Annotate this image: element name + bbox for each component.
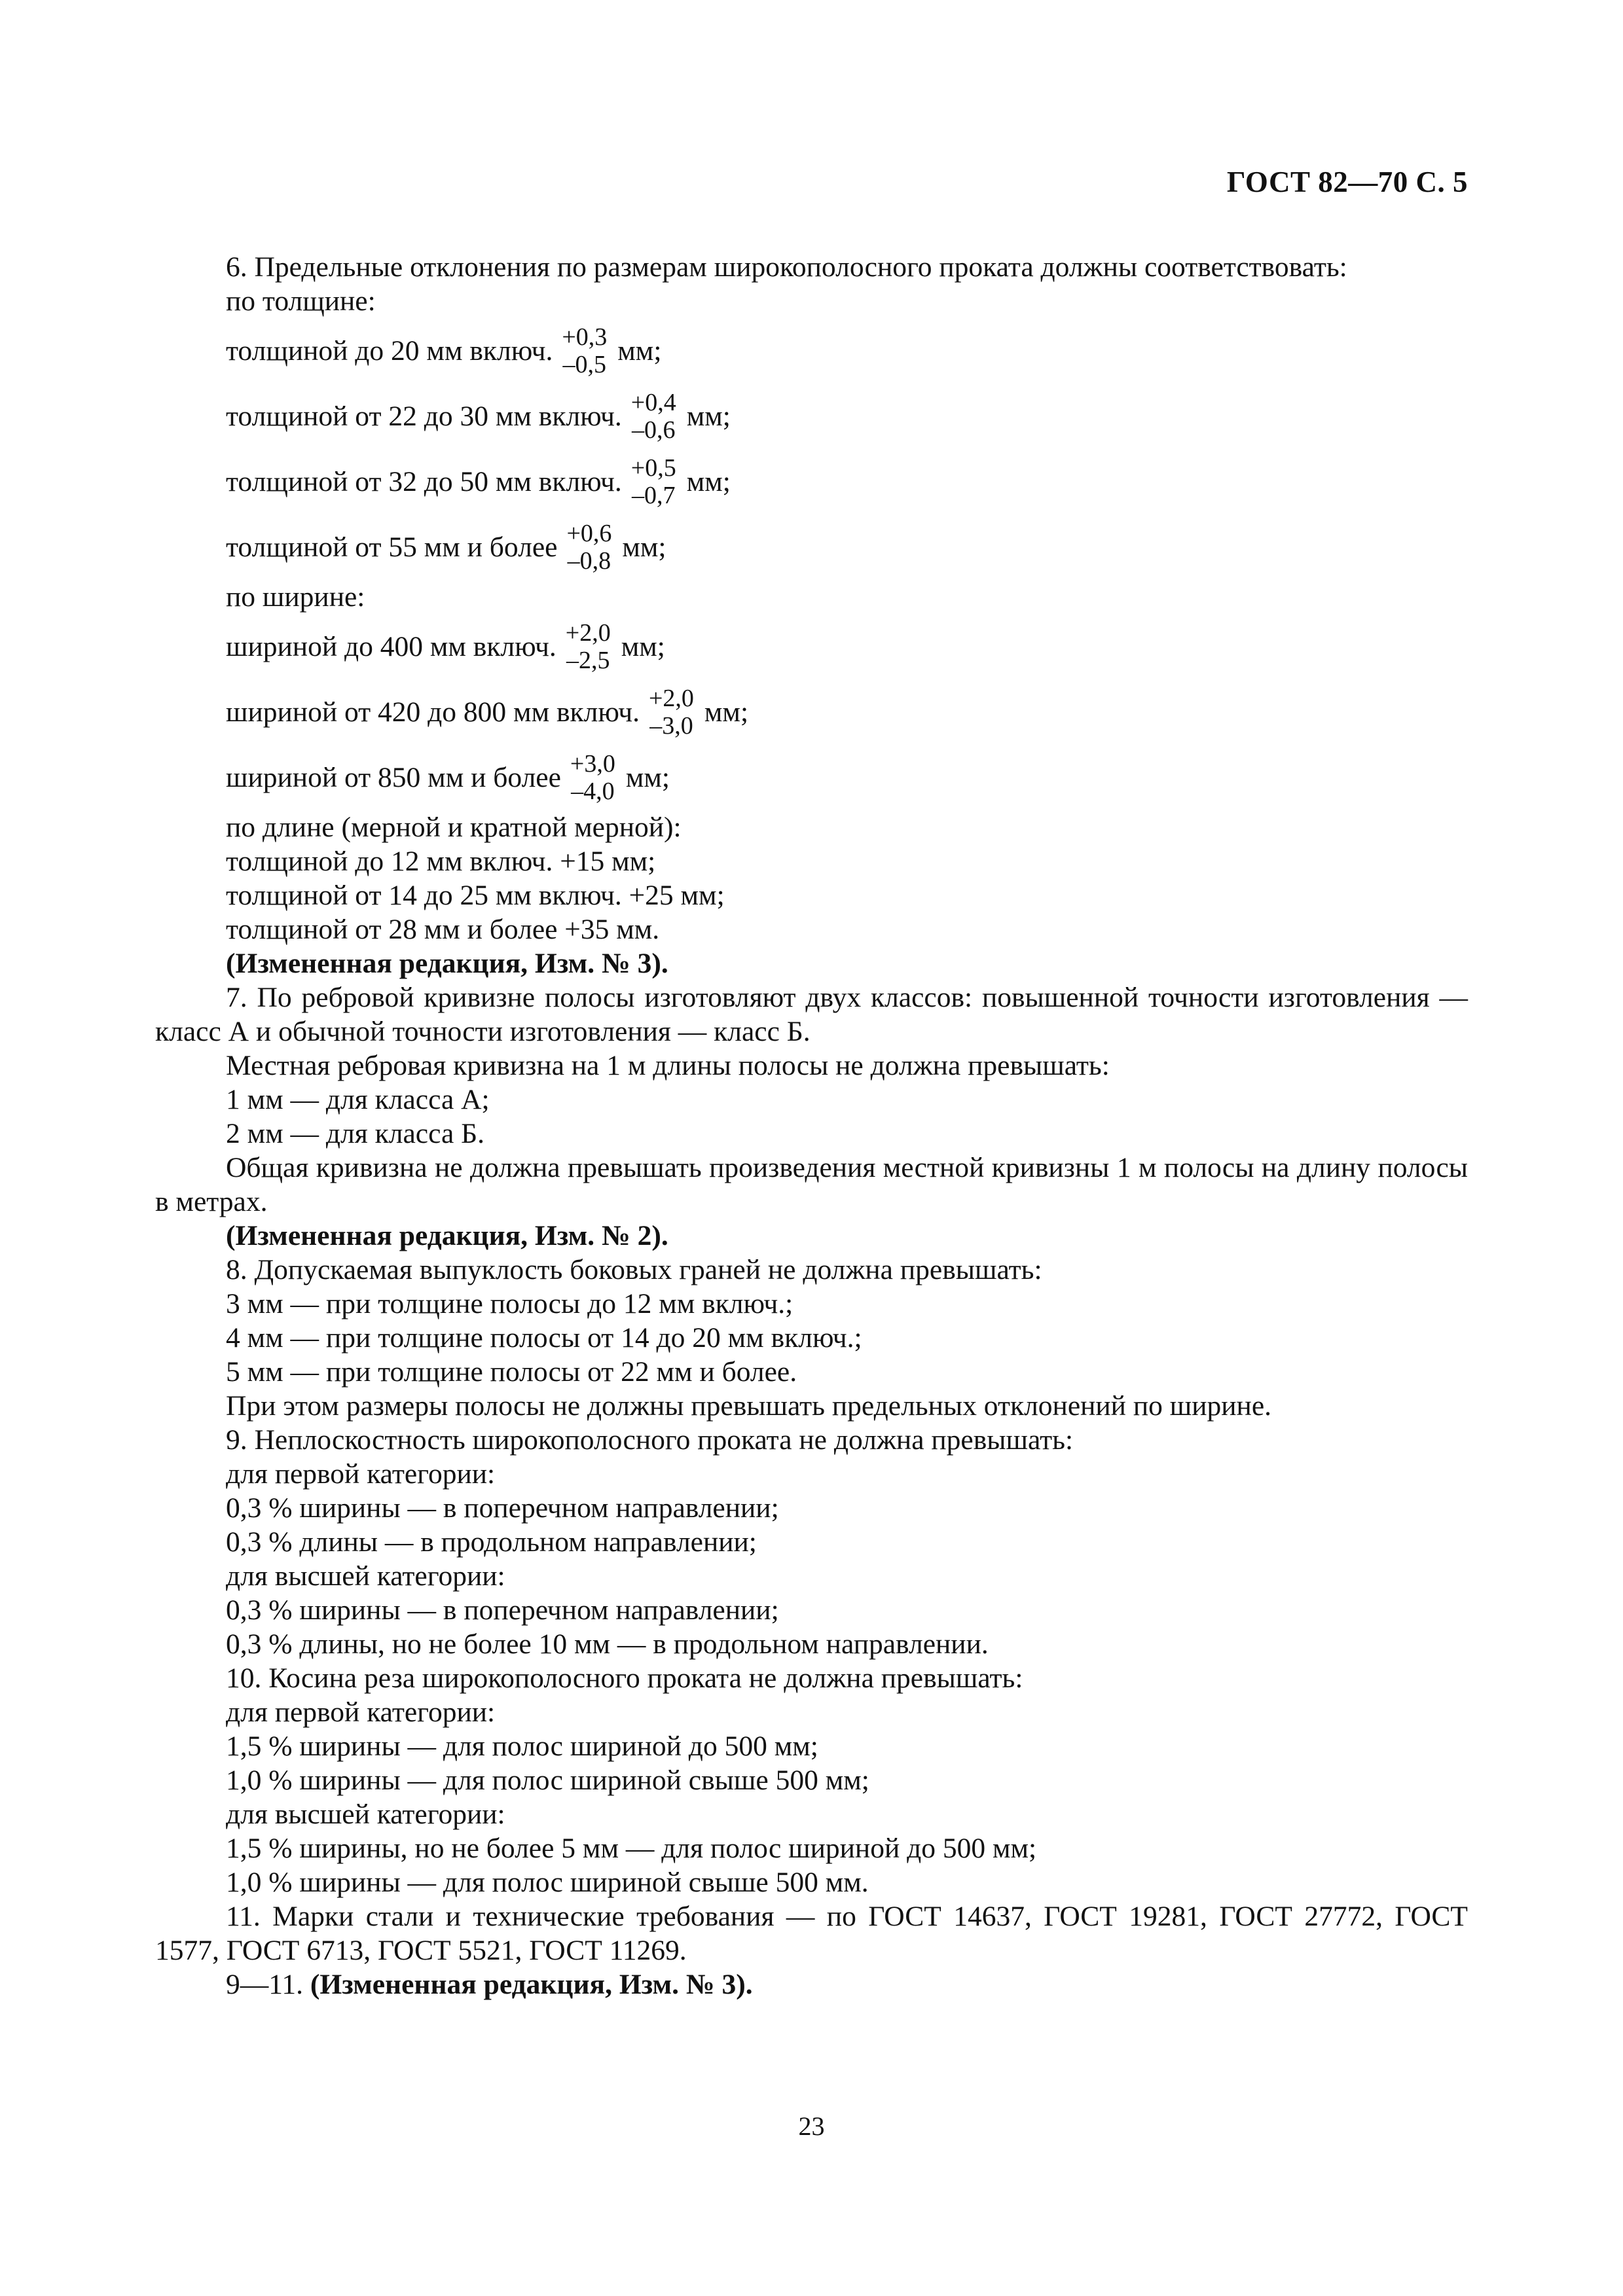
tolerance-unit: мм; — [686, 401, 731, 432]
tolerance-upper: +3,0 — [570, 750, 615, 778]
tolerance-upper: +0,4 — [630, 389, 676, 416]
tolerance-lower: –0,6 — [631, 416, 676, 444]
tolerance-label: толщиной от 55 мм и более — [226, 531, 558, 563]
section-9-intro: 9. Неплоскостность широкополосного проката не должна превышать: — [226, 1424, 1074, 1456]
document-body — [155, 250, 1468, 2001]
amendment-text: (Измененная редакция, Изм. № 3). — [310, 1969, 753, 2000]
tolerance-label: толщиной до 20 мм включ. — [226, 335, 553, 367]
tolerance-fraction — [631, 454, 676, 509]
cut-skew-line: 1,5 % ширины, но не более 5 мм — для полос шириной до 500 мм; — [226, 1833, 1037, 1864]
first-category-label: для первой категории: — [226, 1458, 496, 1490]
tolerance-lower: –3,0 — [649, 712, 693, 740]
tolerance-unit: мм; — [625, 762, 670, 793]
tolerance-lower: –0,7 — [631, 482, 676, 509]
class-a-line: 1 мм — для класса А; — [226, 1084, 490, 1115]
cut-skew-line: 1,0 % ширины — для полос шириной свыше 500 мм. — [226, 1867, 869, 1898]
tolerance-lower: –2,5 — [566, 647, 610, 674]
tolerance-fraction — [566, 520, 611, 575]
tolerance-lower: –0,5 — [562, 351, 607, 378]
thickness-tolerance-row — [155, 318, 1468, 384]
tolerance-lower: –4,0 — [571, 778, 615, 805]
amendment-prefix: 9—11. — [226, 1969, 304, 2000]
tolerance-unit: мм; — [622, 531, 666, 563]
amendment-note-9-11 — [155, 1967, 1468, 2001]
length-line: толщиной от 14 до 25 мм включ. +25 мм; — [226, 880, 725, 911]
section-6-intro: 6. Предельные отклонения по размерам широкополосного проката должны соответствовать: — [226, 251, 1347, 283]
class-b-line: 2 мм — для класса Б. — [226, 1118, 484, 1149]
tolerance-unit: мм; — [617, 335, 662, 367]
tolerance-fraction — [562, 323, 607, 378]
length-heading: по длине (мерной и кратной мерной): — [226, 812, 682, 843]
tolerance-label: толщиной от 32 до 50 мм включ. — [226, 466, 622, 497]
cut-skew-line: 1,5 % ширины — для полос шириной до 500 мм; — [226, 1731, 818, 1762]
tolerance-upper: +2,0 — [565, 619, 611, 647]
thickness-tolerance-row — [155, 384, 1468, 449]
tolerance-fraction — [649, 685, 694, 740]
thickness-tolerance-row — [155, 514, 1468, 580]
tolerance-upper: +0,3 — [562, 323, 608, 351]
flatness-line: 0,3 % ширины — в поперечном направлении; — [226, 1492, 779, 1524]
flatness-line: 0,3 % длины — в продольном направлении; — [226, 1526, 757, 1558]
tolerance-label: толщиной от 22 до 30 мм включ. — [226, 401, 622, 432]
length-line: толщиной до 12 мм включ. +15 мм; — [226, 846, 656, 877]
tolerance-upper: +0,5 — [630, 454, 676, 482]
convexity-line: 4 мм — при толщине полосы от 14 до 20 мм включ.; — [226, 1322, 862, 1354]
tolerance-fraction — [631, 389, 676, 444]
tolerance-label: шириной от 850 мм и более — [226, 762, 561, 793]
width-tolerance-row — [155, 614, 1468, 679]
length-line: толщиной от 28 мм и более +35 мм. — [226, 914, 660, 945]
tolerance-upper: +2,0 — [648, 685, 694, 712]
tolerance-unit: мм; — [686, 466, 731, 497]
tolerance-unit: мм; — [621, 631, 665, 662]
page-number: 23 — [798, 2111, 825, 2141]
width-tolerance-row — [155, 679, 1468, 745]
flatness-line: 0,3 % длины, но не более 10 мм — в продольном направлении. — [226, 1628, 989, 1660]
section-8-intro: 8. Допускаемая выпуклость боковых граней не должна превышать: — [226, 1254, 1042, 1285]
tolerance-unit: мм; — [704, 696, 749, 728]
document-header: ГОСТ 82—70 С. 5 — [1226, 166, 1468, 198]
local-curvature-text: Местная ребровая кривизна на 1 м длины полосы не должна превышать: — [226, 1050, 1110, 1081]
width-tolerance-row — [155, 745, 1468, 810]
convexity-note: При этом размеры полосы не должны превышать предельных отклонений по ширине. — [226, 1390, 1272, 1422]
section-10-intro: 10. Косина реза широкополосного проката не должна превышать: — [226, 1662, 1023, 1694]
tolerance-lower: –0,8 — [567, 547, 611, 575]
tolerance-label: шириной от 420 до 800 мм включ. — [226, 696, 640, 728]
amendment-note: (Измененная редакция, Изм. № 2). — [226, 1220, 668, 1251]
tolerance-upper: +0,6 — [566, 520, 612, 547]
convexity-line: 3 мм — при толщине полосы до 12 мм включ.; — [226, 1288, 793, 1319]
tolerance-label: шириной до 400 мм включ. — [226, 631, 556, 662]
cut-skew-line: 1,0 % ширины — для полос шириной свыше 500 мм; — [226, 1765, 869, 1796]
flatness-line: 0,3 % ширины — в поперечном направлении; — [226, 1594, 779, 1626]
tolerance-fraction — [570, 750, 615, 805]
high-category-label: для высшей категории: — [226, 1560, 505, 1592]
section-11-paragraph: 11. Марки стали и технические требования — по ГОСТ 14637, ГОСТ 19281, ГОСТ 27772, ГОСТ 1577, ГОСТ 6713, ГОСТ 5521, ГОСТ 11269. — [155, 1901, 1468, 1966]
high-category-label: для высшей категории: — [226, 1799, 505, 1830]
tolerance-fraction — [566, 619, 611, 674]
general-curvature-text: Общая кривизна не должна превышать произведения местной кривизны 1 м полосы на длину полосы в метрах. — [155, 1152, 1468, 1217]
convexity-line: 5 мм — при толщине полосы от 22 мм и более. — [226, 1356, 797, 1388]
width-heading: по ширине: — [226, 581, 365, 613]
thickness-heading: по толщине: — [226, 285, 376, 317]
section-7-paragraph: 7. По ребровой кривизне полосы изготовляют двух классов: повышенной точности изготовления — класс А и обычной точности изготовления — класс Б. — [155, 982, 1468, 1047]
first-category-label: для первой категории: — [226, 1696, 496, 1728]
amendment-note: (Измененная редакция, Изм. № 3). — [226, 948, 668, 979]
thickness-tolerance-row — [155, 449, 1468, 514]
